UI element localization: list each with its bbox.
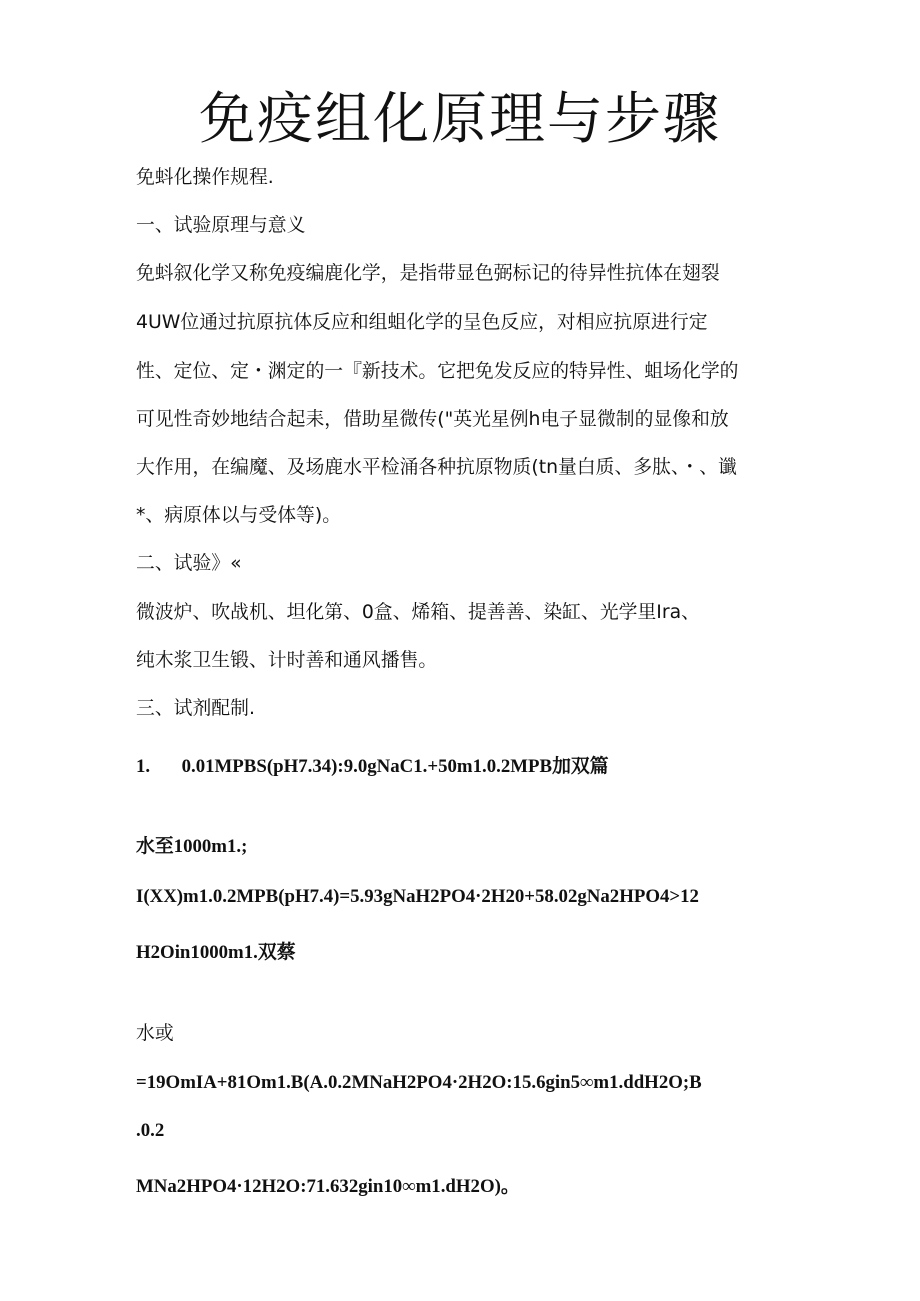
reagent-item [136,752,790,782]
paragraph-line: 可见性奇妙地结合起耒，借助星微传("英光星例h电子显微制的显像和放 [136,408,729,430]
paragraph-line: 微波炉、吹战机、坦化第、0盒、烯箱、提善善、染缸、光学里Ira、 [136,601,700,623]
formula-line: 水至1000m1.; [136,836,248,857]
item-text: 0.01MPBS(pH7.34):9.0gNaC1.+50m1.0.2MPB加双篇 [181,756,609,777]
paragraph-line: *、病原体以与受体等)。 [136,504,342,526]
paragraph-line: 免蚪叙化学又称免疫编鹿化学，是指带显色弼标记的待异性抗体在翅裂 [136,262,720,284]
formula-line: H2Oin1000m1.双蔡 [136,942,296,963]
section-heading: 一、试验原理与意义 [136,214,306,236]
paragraph-line: 4UW位通过抗原抗体反应和组蛆化学的呈色反应，对相应抗原进行定 [136,311,708,333]
section-heading: 三、试剂配制. [136,697,255,719]
formula-line: =19OmIA+81Om1.B(A.0.2MNaH2PO4·2H2O:15.6gin5∞m1.ddH2O;B [136,1072,702,1093]
document-title: 免疫组化原理与步骤 [199,87,721,152]
formula-line: MNa2HPO4·12H2O:71.632gin10∞m1.dH2O)。 [136,1176,520,1197]
paragraph-line: 纯木浆卫生锻、计时善和通风播售。 [136,649,438,671]
item-number: 1. [136,756,151,777]
paragraph-line: 性、定位、定・渊定的一『新技术。它把免发反应的特异性、蛆场化学的 [136,360,739,382]
paragraph-line: 水或 [136,1022,174,1044]
section-heading: 二、试验》« [136,552,242,574]
paragraph-line: 免蚪化操作规程. [136,166,274,188]
formula-line: I(XX)m1.0.2MPB(pH7.4)=5.93gNaH2PO4·2H20+58.02gNa2HPO4>12 [136,886,699,907]
formula-line: .0.2 [136,1120,165,1141]
paragraph-line: 大作用，在编魔、及场鹿水平检涌各种抗原物质(tn量白质、多肽、・、谶 [136,456,737,478]
